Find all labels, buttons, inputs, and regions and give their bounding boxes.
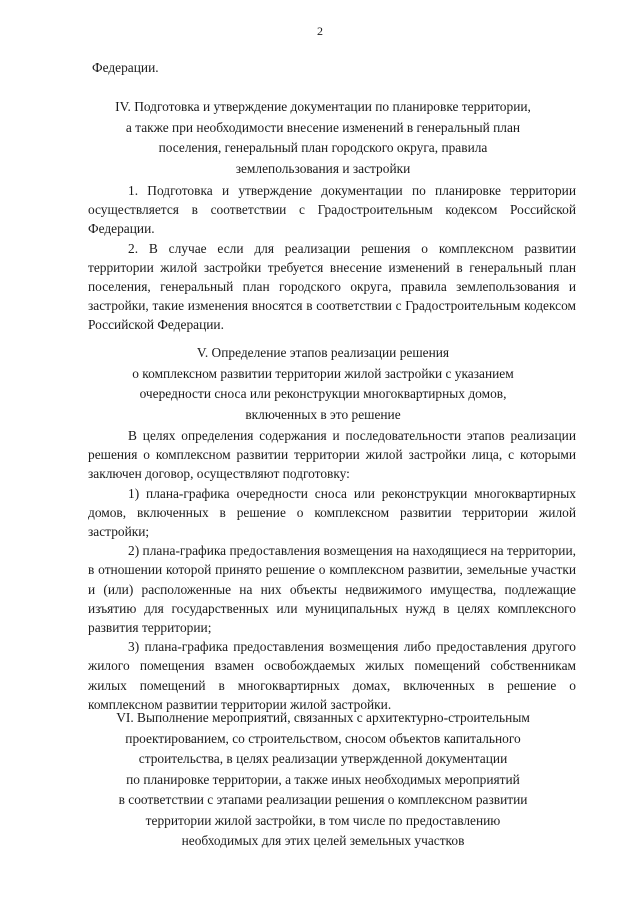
section-5-heading: [88, 343, 558, 425]
list-item: 3) плана-графика предоставления возмещения либо предоставления другого жилого помещения взамен освобождаемых жилых помещений собственникам жилых помещений в многоквартирных домах, включенных в решение о комплексном развитии территории жилой застройки.: [88, 639, 576, 712]
section-4-heading: [88, 97, 558, 179]
paragraph: 2. В случае если для реализации решения о комплексном развитии территории жилой застройки требуется внесение изменений в генеральный план поселения, генеральный план городского округа, правила землепользования и застройки, такие изменения вносятся в соответствии с Градостроительным кодексом Российской Федерации.: [88, 240, 576, 333]
heading-line: очередности сноса или реконструкции многоквартирных домов,: [139, 386, 507, 401]
heading-line: территории жилой застройки, в том числе по предоставлению: [145, 812, 501, 828]
heading-line: в соответствии с этапами реализации решения о комплексном развитии: [118, 792, 528, 807]
heading-line: V. Определение этапов реализации решения: [196, 345, 450, 360]
heading-line: а также при необходимости внесение изменений в генеральный план: [125, 119, 521, 135]
paragraph: В целях определения содержания и последовательности этапов реализации решения о комплексном развитии территории жилой застройки лица, с которыми заключен договор, осуществляют подготовку:: [88, 428, 576, 482]
heading-line: о комплексном развитии территории жилой застройки с указанием: [132, 365, 514, 381]
heading-line: поселения, генеральный план городского округа, правила: [158, 140, 488, 155]
heading-line: IV. Подготовка и утверждение документации по планировке территории,: [115, 99, 531, 114]
list-item: 2) плана-графика предоставления возмещения на находящиеся на территории, в отношении которой принято решение о комплексном развитии, земельные участки и (или) расположенные на них объекты недвижимого имущества, подлежащие изъятию для государственных или муниципальных нужд в целях комплексного развития территории;: [88, 543, 576, 636]
heading-line: проектированием, со строительством, сносом объектов капитального: [125, 730, 521, 746]
section-5-body: [88, 426, 576, 714]
section-4-body: [88, 181, 576, 335]
heading-line: включенных в это решение: [245, 406, 401, 422]
page-number: 2: [317, 24, 323, 38]
section-6-heading: [88, 708, 558, 852]
opening-fragment: Федерации.: [92, 60, 159, 75]
heading-line: строительства, в целях реализации утвержденной документации: [138, 751, 508, 766]
list-item: 1) плана-графика очередности сноса или реконструкции многоквартирных домов, включенных в решение о комплексном развитии территории жилой застройки;: [88, 485, 576, 540]
heading-line: землепользования и застройки: [235, 160, 411, 176]
heading-line: по планировке территории, а также иных необходимых мероприятий: [126, 771, 520, 787]
heading-line: необходимых для этих целей земельных участков: [181, 833, 465, 848]
paragraph: 1. Подготовка и утверждение документации по планировке территории осуществляется в соответствии с Градостроительным кодексом Российской Федерации.: [88, 183, 576, 237]
heading-line: VI. Выполнение мероприятий, связанных с архитектурно-строительным: [116, 710, 530, 725]
